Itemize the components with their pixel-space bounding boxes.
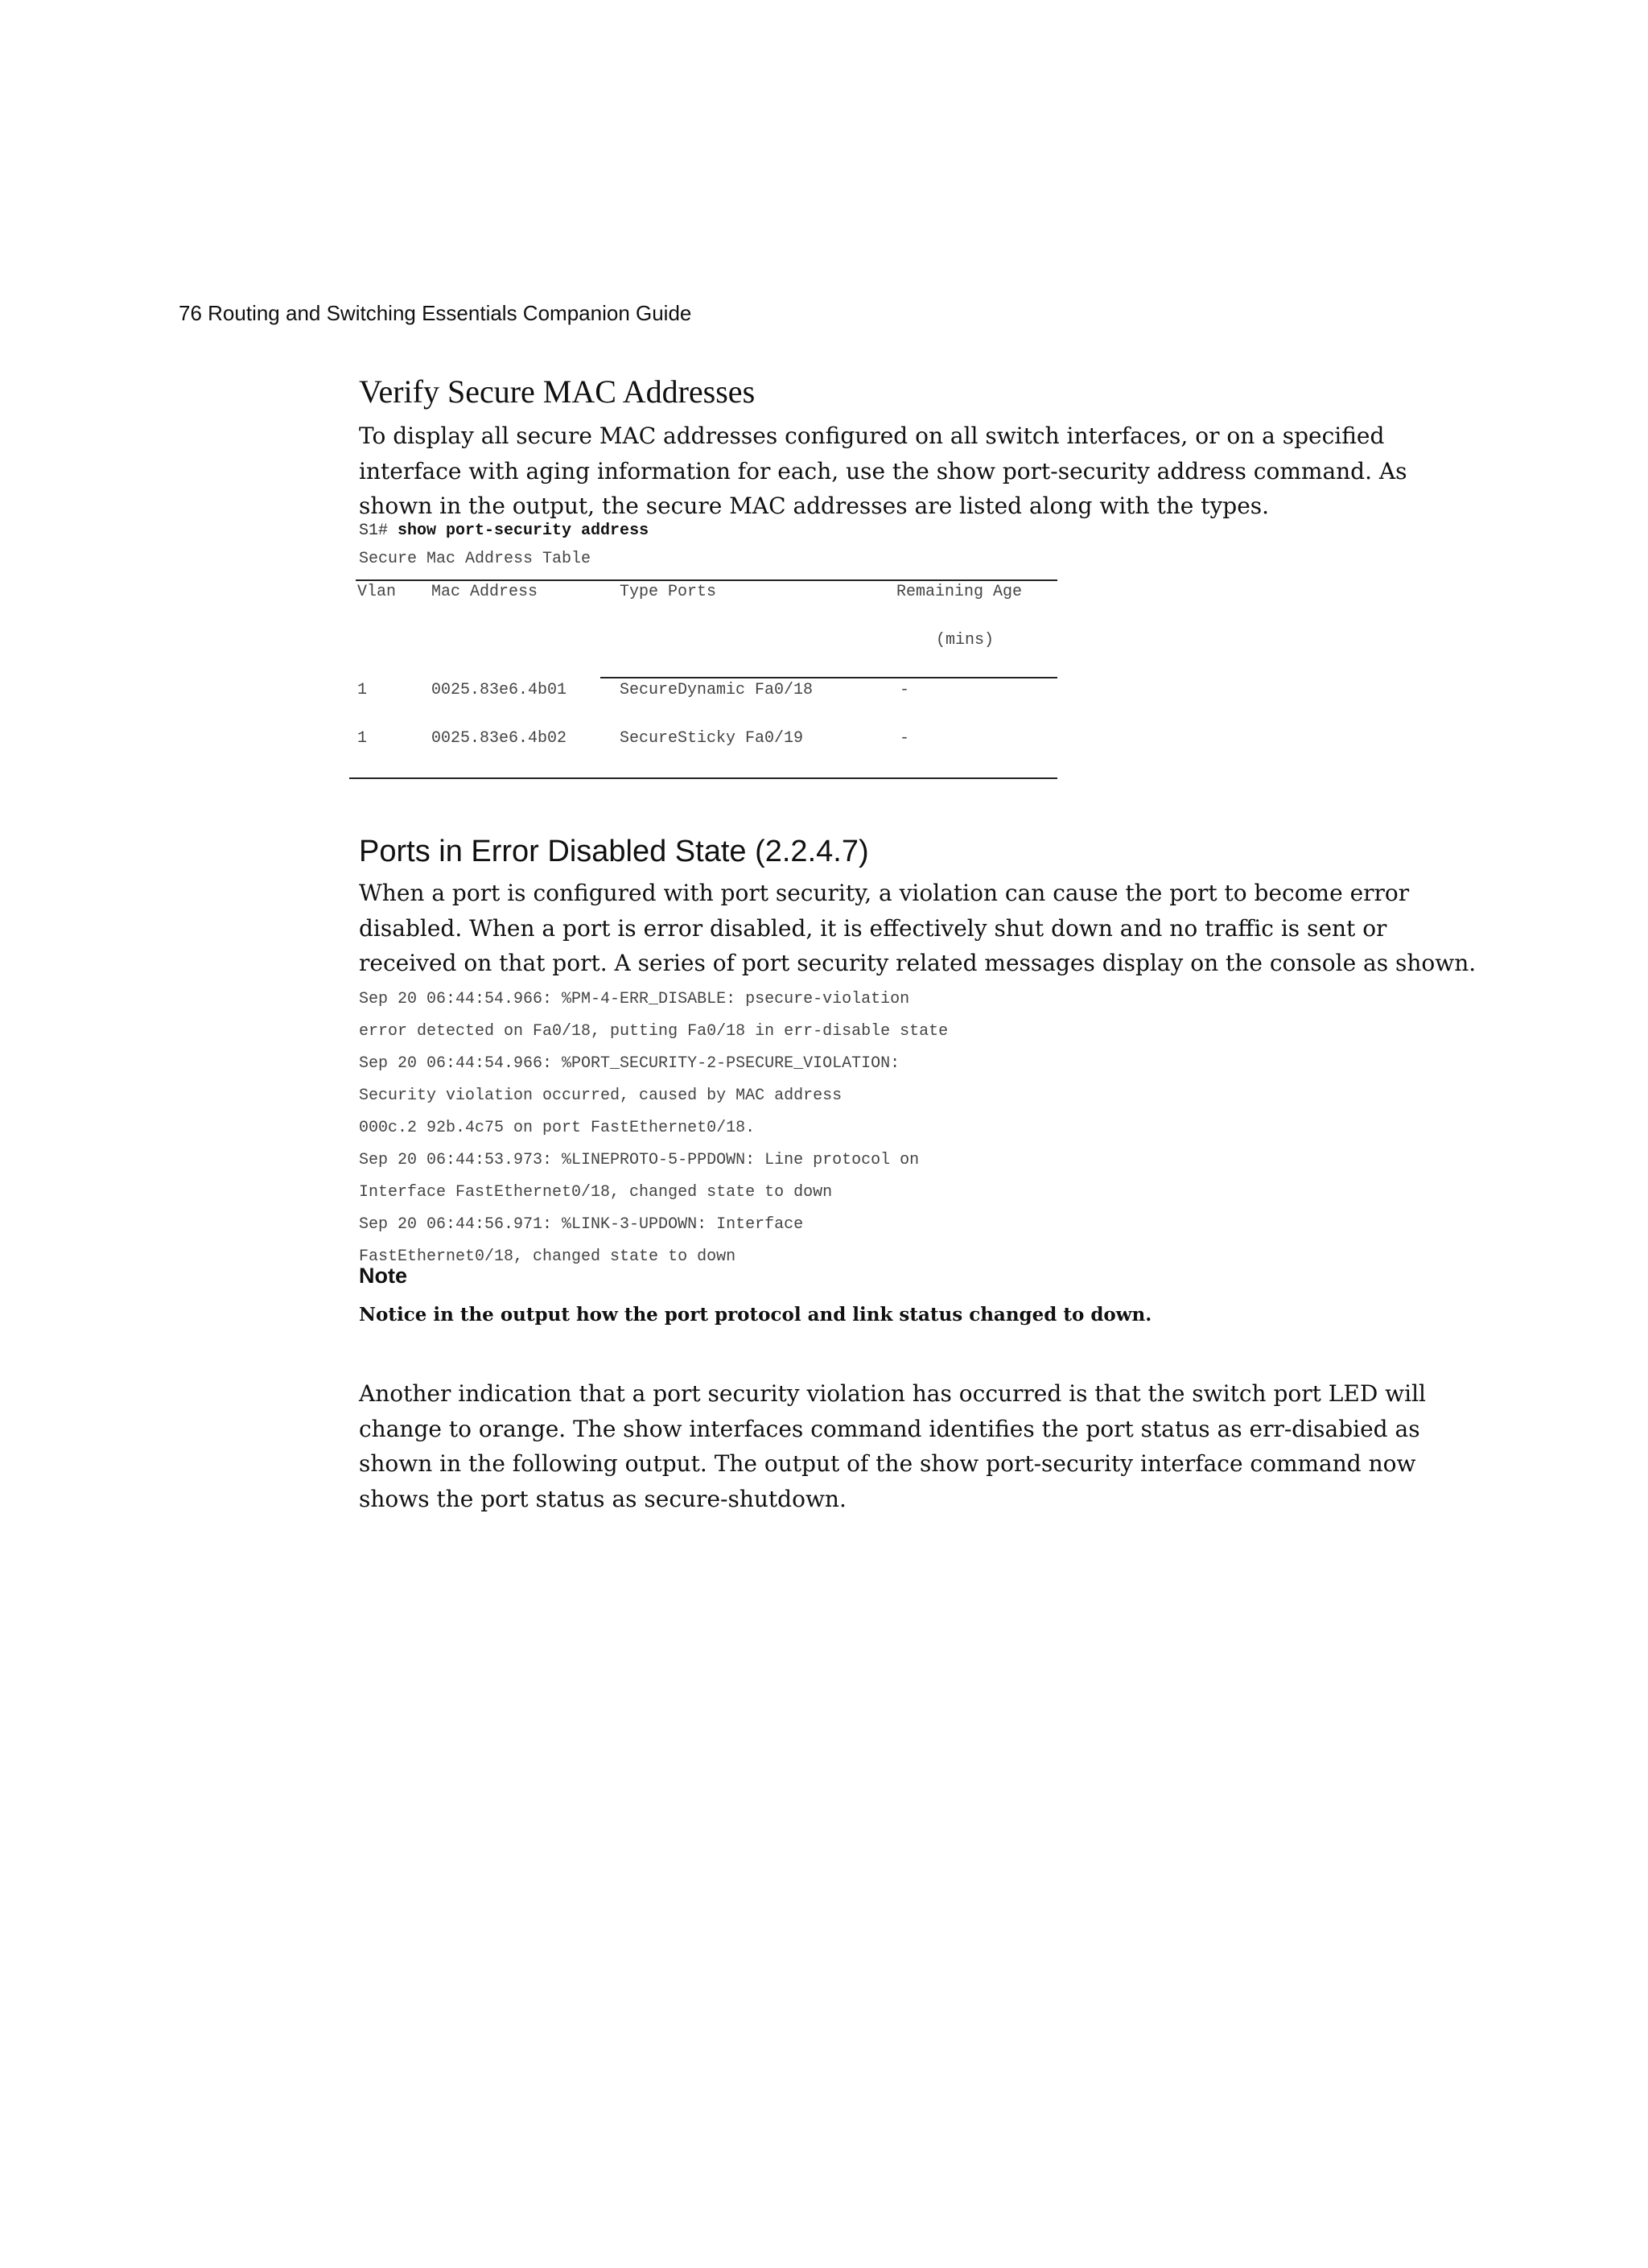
note-title: Note [359, 1264, 407, 1288]
table-cell-mac: 0025.83e6.4b01 [431, 681, 567, 699]
paragraph-line: shown in the following output. The output of the show port-security interface command now [359, 1450, 1416, 1477]
console-log-line: Sep 20 06:44:54.966: %PORT_SECURITY-2-PSECURE_VIOLATION: [359, 1054, 900, 1073]
table-header-mins: (mins) [936, 631, 995, 649]
cli-prompt: S1# [359, 522, 398, 540]
paragraph-line: When a port is configured with port security, a violation can cause the port to become error [359, 880, 1410, 906]
table-cell-remaining-age: - [900, 729, 910, 748]
section2-paragraph [359, 876, 1477, 981]
note-text: Notice in the output how the port protocol and link status changed to down. [359, 1304, 1152, 1326]
paragraph-line: To display all secure MAC addresses configured on all switch interfaces, or on a specified [359, 423, 1385, 449]
paragraph-line: Another indication that a port security violation has occurred is that the switch port LED will [359, 1380, 1426, 1407]
table-cell-mac: 0025.83e6.4b02 [431, 729, 567, 748]
section-heading-verify-secure-mac: Verify Secure MAC Addresses [359, 373, 756, 410]
console-log-line: Sep 20 06:44:54.966: %PM-4-ERR_DISABLE: psecure-violation [359, 990, 910, 1008]
console-log-line: Sep 20 06:44:56.971: %LINK-3-UPDOWN: Interface [359, 1215, 804, 1234]
paragraph-line: change to orange. The show interfaces command identifies the port status as err-disabied as [359, 1415, 1420, 1442]
table-header-mac: Mac Address [431, 583, 538, 601]
table-header-vlan: Vlan [357, 583, 397, 601]
table-header-type-ports: Type Ports [620, 583, 717, 601]
table-cell-vlan: 1 [357, 729, 368, 748]
table-cell-type-ports: SecureDynamic Fa0/18 [620, 681, 814, 699]
console-log-line: FastEthernet0/18, changed state to down [359, 1247, 736, 1266]
console-log-line: Interface FastEthernet0/18, changed state to down [359, 1183, 833, 1202]
paragraph-line: interface with aging information for each, use the show port-security address command. As [359, 457, 1407, 485]
table-title: Secure Mac Address Table [359, 550, 591, 568]
paragraph-line: shows the port status as secure-shutdown. [359, 1485, 847, 1512]
table-cell-vlan: 1 [357, 681, 368, 699]
section2-closing-paragraph [359, 1376, 1426, 1516]
cli-command-text: show port-security address [398, 522, 649, 540]
table-cell-remaining-age: - [900, 681, 910, 699]
paragraph-line: received on that port. A series of port security related messages display on the console as shown. [359, 950, 1477, 976]
console-log-line: 000c.2 92b.4c75 on port FastEthernet0/18. [359, 1119, 756, 1137]
running-header: 76 Routing and Switching Essentials Companion Guide [179, 301, 692, 325]
table-header-remaining-age: Remaining Age [896, 583, 1023, 601]
cli-command [359, 522, 649, 541]
console-log-line: error detected on Fa0/18, putting Fa0/18 in err-disable state [359, 1022, 949, 1041]
console-log-line: Sep 20 06:44:53.973: %LINEPROTO-5-PPDOWN: Line protocol on [359, 1151, 920, 1169]
table-cell-type-ports: SecureSticky Fa0/19 [620, 729, 804, 748]
table-bottom-rule [349, 777, 1057, 779]
section1-paragraph [359, 419, 1407, 524]
console-log-line: Security violation occurred, caused by MAC address [359, 1087, 843, 1105]
secure-mac-table [349, 579, 1057, 781]
table-top-rule [356, 579, 1057, 581]
paragraph-line: shown in the output, the secure MAC addresses are listed along with the types. [359, 493, 1270, 519]
paragraph-line: disabled. When a port is error disabled, it is effectively shut down and no traffic is sent or [359, 914, 1387, 942]
section-heading-error-disabled: Ports in Error Disabled State (2.2.4.7) [359, 835, 869, 868]
table-header-rule [600, 677, 1057, 678]
